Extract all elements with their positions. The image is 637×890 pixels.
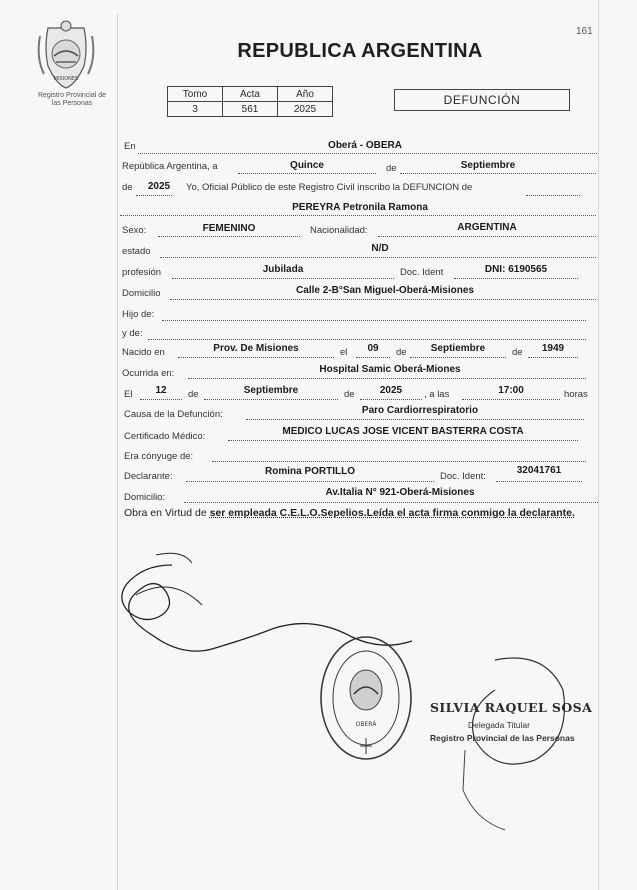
- header-acta: Acta: [223, 87, 278, 102]
- dots: [186, 481, 434, 482]
- field-domicilio: Calle 2-B°San Miguel-Oberá-Misiones: [296, 285, 474, 296]
- field-nac-anio: 1949: [541, 343, 565, 354]
- dots: [410, 357, 506, 358]
- dots: [178, 357, 334, 358]
- label-nacionalidad: Nacionalidad:: [310, 225, 368, 236]
- dots: [400, 173, 596, 174]
- left-margin-rule: [117, 14, 118, 890]
- field-profesion: Jubilada: [262, 264, 304, 275]
- record-type-box: DEFUNCIÓN: [394, 89, 570, 111]
- dots: [140, 399, 182, 400]
- field-def-hora: 17:00: [498, 385, 524, 396]
- registry-label: [22, 92, 122, 108]
- dots: [246, 419, 584, 420]
- dots: [204, 399, 338, 400]
- label-doc-ident: Doc. Ident: [400, 267, 444, 278]
- label-a-las: , a las: [424, 389, 450, 400]
- signature-role: Delegada Titular: [468, 720, 530, 730]
- field-dia-letras: Quince: [290, 160, 324, 171]
- dots: [172, 278, 394, 279]
- registry-label-line1: Registro Provincial de: [37, 92, 107, 99]
- dots: [454, 278, 578, 279]
- label-obra: Obra en Virtud de: [124, 507, 207, 519]
- dots: [528, 357, 578, 358]
- dots: [160, 257, 596, 258]
- label-ocurrida-en: Ocurrida en:: [122, 368, 175, 379]
- label-sexo: Sexo:: [122, 225, 147, 236]
- dots: [158, 236, 300, 237]
- record-table: [167, 86, 333, 117]
- svg-text:MISIONES: MISIONES: [53, 76, 79, 82]
- obra-en-virtud: [124, 505, 602, 522]
- field-def-dia: 12: [155, 385, 167, 396]
- field-ocurrida-en: Hospital Samic Oberá-Miones: [319, 364, 461, 375]
- field-def-anio: 2025: [379, 385, 403, 396]
- dots: [496, 481, 582, 482]
- label-de5: de: [188, 389, 199, 400]
- label-de4: de: [512, 347, 523, 358]
- label-de: de: [386, 163, 397, 174]
- field-estado: N/D: [371, 243, 389, 254]
- field-causa: Paro Cardiorrespiratorio: [361, 405, 479, 416]
- label-y-de: y de:: [122, 328, 143, 339]
- field-doc: DNI: 6190565: [484, 264, 548, 275]
- label-domicilio2: Domicilio:: [124, 492, 166, 503]
- dots: [360, 399, 422, 400]
- label-de6: de: [344, 389, 355, 400]
- stamp-city: OBERÁ: [355, 721, 377, 728]
- registrar-signature: [455, 650, 570, 840]
- label-horas: horas: [564, 389, 588, 400]
- field-nac-dia: 09: [367, 343, 379, 354]
- field-obra-text: ser empleada C.E.L.O.Sepelios.Leída el acta firma conmigo la declarante.: [209, 507, 575, 519]
- dots: [162, 320, 586, 321]
- field-mes: Septiembre: [460, 160, 516, 171]
- dots: [120, 215, 596, 216]
- signature-name: SILVIA RAQUEL SOSA: [430, 700, 593, 715]
- dots: [212, 461, 586, 462]
- dots: [148, 339, 586, 340]
- field-declarante-doc: 32041761: [516, 465, 562, 476]
- document-title: REPUBLICA ARGENTINA: [237, 40, 483, 62]
- right-margin-rule: [598, 0, 599, 890]
- field-certificado: MEDICO LUCAS JOSE VICENT BASTERRA COSTA: [282, 426, 524, 437]
- registry-label-line2: las Personas: [51, 100, 93, 107]
- label-doc-ident2: Doc. Ident:: [440, 471, 486, 482]
- field-sexo: FEMENINO: [202, 223, 256, 234]
- label-causa: Causa de la Defunción:: [124, 409, 223, 420]
- coat-of-arms-logo: [34, 18, 98, 90]
- field-anio: 2025: [147, 181, 171, 192]
- label-en: En: [124, 141, 136, 152]
- label-de3: de: [396, 347, 407, 358]
- label-intro: Yo, Oficial Público de este Registro Civil inscribo la DEFUNCION de: [186, 182, 473, 193]
- value-acta: 561: [223, 102, 278, 117]
- label-profesion: profesión: [122, 267, 162, 278]
- label-republica: República Argentina, a: [122, 161, 218, 172]
- dots: [170, 299, 596, 300]
- label-de2: de: [122, 182, 133, 193]
- dots: [526, 195, 580, 196]
- field-nac-mes: Septiembre: [430, 343, 486, 354]
- label-nacido-en: Nacido en: [122, 347, 165, 358]
- official-stamp: [318, 634, 414, 764]
- label-hijo-de: Hijo de:: [122, 309, 155, 320]
- signature-office: Registro Provincial de las Personas: [430, 733, 575, 743]
- label-El: El: [124, 389, 133, 400]
- label-domicilio: Domicilio: [122, 288, 161, 299]
- label-certificado: Certificado Médico:: [124, 431, 206, 442]
- label-el: el: [340, 347, 348, 358]
- dots: [356, 357, 390, 358]
- dots: [228, 440, 578, 441]
- value-anio: 2025: [278, 102, 333, 117]
- label-conyuge: Era cónyuge de:: [124, 451, 194, 462]
- dots: [238, 173, 376, 174]
- dots: [462, 399, 560, 400]
- page-number: 161: [576, 26, 593, 37]
- field-def-mes: Septiembre: [243, 385, 299, 396]
- dots: [378, 236, 596, 237]
- field-nacionalidad: ARGENTINA: [457, 222, 517, 233]
- label-estado: estado: [122, 246, 151, 257]
- header-anio: Año: [278, 87, 333, 102]
- header-tomo: Tomo: [168, 87, 223, 102]
- value-tomo: 3: [168, 102, 223, 117]
- dots: [188, 378, 586, 379]
- dots: [138, 153, 597, 154]
- field-declarante-domicilio: Av.Italia N° 921-Oberá-Misiones: [325, 487, 475, 498]
- field-declarante: Romina PORTILLO: [265, 466, 355, 477]
- label-declarante: Declarante:: [124, 471, 173, 482]
- field-en: Oberá - OBERA: [328, 140, 402, 151]
- dots: [136, 195, 172, 196]
- field-nacido-en: Prov. De Misiones: [213, 343, 299, 354]
- field-nombre: PEREYRA Petronila Ramona: [292, 202, 428, 213]
- dots: [184, 502, 598, 503]
